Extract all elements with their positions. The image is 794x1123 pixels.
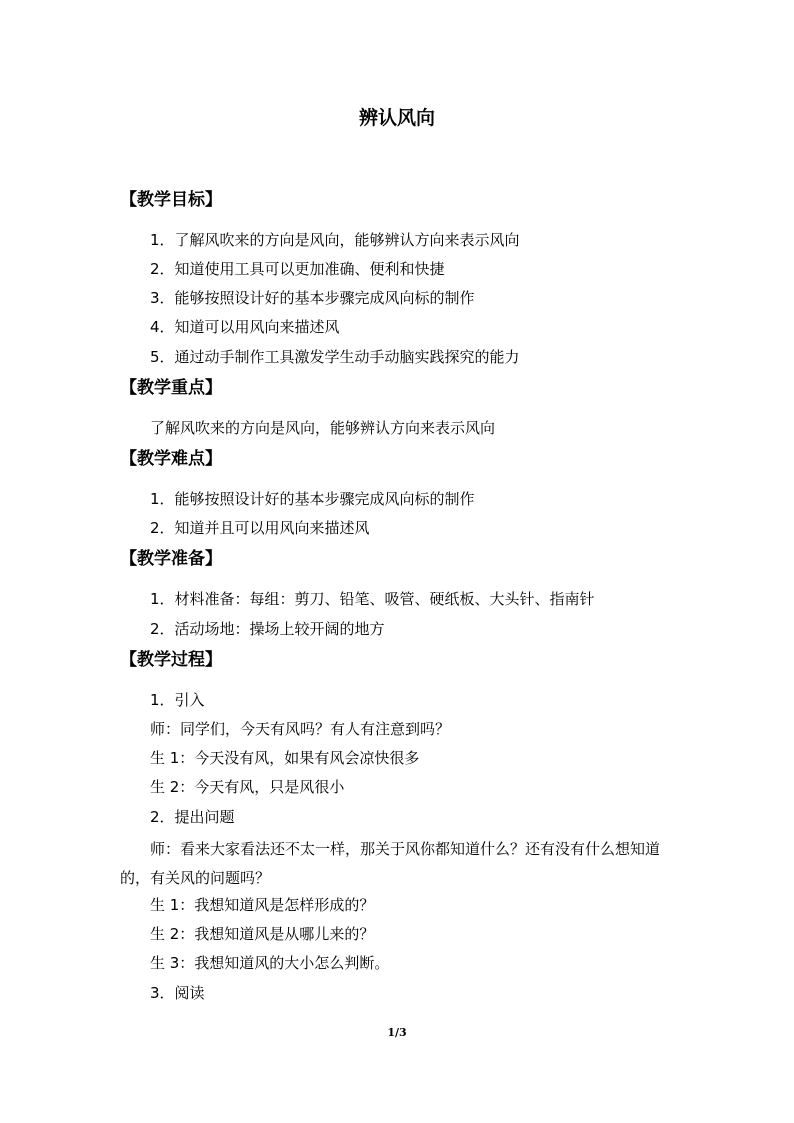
process-line: 生 2：今天有风，只是风很小 bbox=[150, 778, 345, 796]
page-number: 1/3 bbox=[387, 1026, 407, 1039]
section-heading-preparation: 【教学准备】 bbox=[120, 549, 222, 569]
process-line: 生 1：我想知道风是怎样形成的？ bbox=[150, 896, 375, 914]
process-line: 生 1：今天没有风，如果有风会凉快很多 bbox=[150, 749, 420, 767]
goal-item: 4．知道可以用风向来描述风 bbox=[150, 318, 340, 336]
process-line: 1．引入 bbox=[150, 691, 205, 709]
preparation-item: 2．活动场地：操场上较开阔的地方 bbox=[150, 620, 385, 638]
process-line: 生 3：我想知道风的大小怎么判断。 bbox=[150, 954, 390, 972]
goal-item: 1．了解风吹来的方向是风向，能够辨认方向来表示风向 bbox=[150, 231, 520, 249]
section-heading-process: 【教学过程】 bbox=[120, 650, 222, 670]
document-title: 辨认风向 bbox=[358, 107, 435, 129]
section-heading-difficulties: 【教学难点】 bbox=[120, 449, 222, 469]
process-line: 3．阅读 bbox=[150, 984, 205, 1002]
process-line: 师：同学们，今天有风吗？有人有注意到吗？ bbox=[150, 720, 451, 738]
preparation-item: 1．材料准备：每组：剪刀、铅笔、吸管、硬纸板、大头针、指南针 bbox=[150, 590, 595, 608]
goal-item: 2．知道使用工具可以更加准确、便利和快捷 bbox=[150, 260, 445, 278]
process-line: 生 2：我想知道风是从哪儿来的？ bbox=[150, 925, 375, 943]
section-heading-goals: 【教学目标】 bbox=[120, 190, 222, 210]
goal-item: 3．能够按照设计好的基本步骤完成风向标的制作 bbox=[150, 289, 475, 307]
difficulty-item: 1．能够按照设计好的基本步骤完成风向标的制作 bbox=[150, 490, 475, 508]
key-point-item: 了解风吹来的方向是风向，能够辨认方向来表示风向 bbox=[150, 419, 496, 437]
section-heading-key-points: 【教学重点】 bbox=[120, 378, 222, 398]
process-line: 2．提出问题 bbox=[150, 808, 235, 826]
process-line: 师：看来大家看法还不太一样，那关于风你都知道什么？还有没有什么想知道的，有关风的问题吗？ bbox=[120, 840, 661, 887]
goal-item: 5．通过动手制作工具激发学生动手动脑实践探究的能力 bbox=[150, 348, 520, 366]
difficulty-item: 2．知道并且可以用风向来描述风 bbox=[150, 519, 370, 537]
